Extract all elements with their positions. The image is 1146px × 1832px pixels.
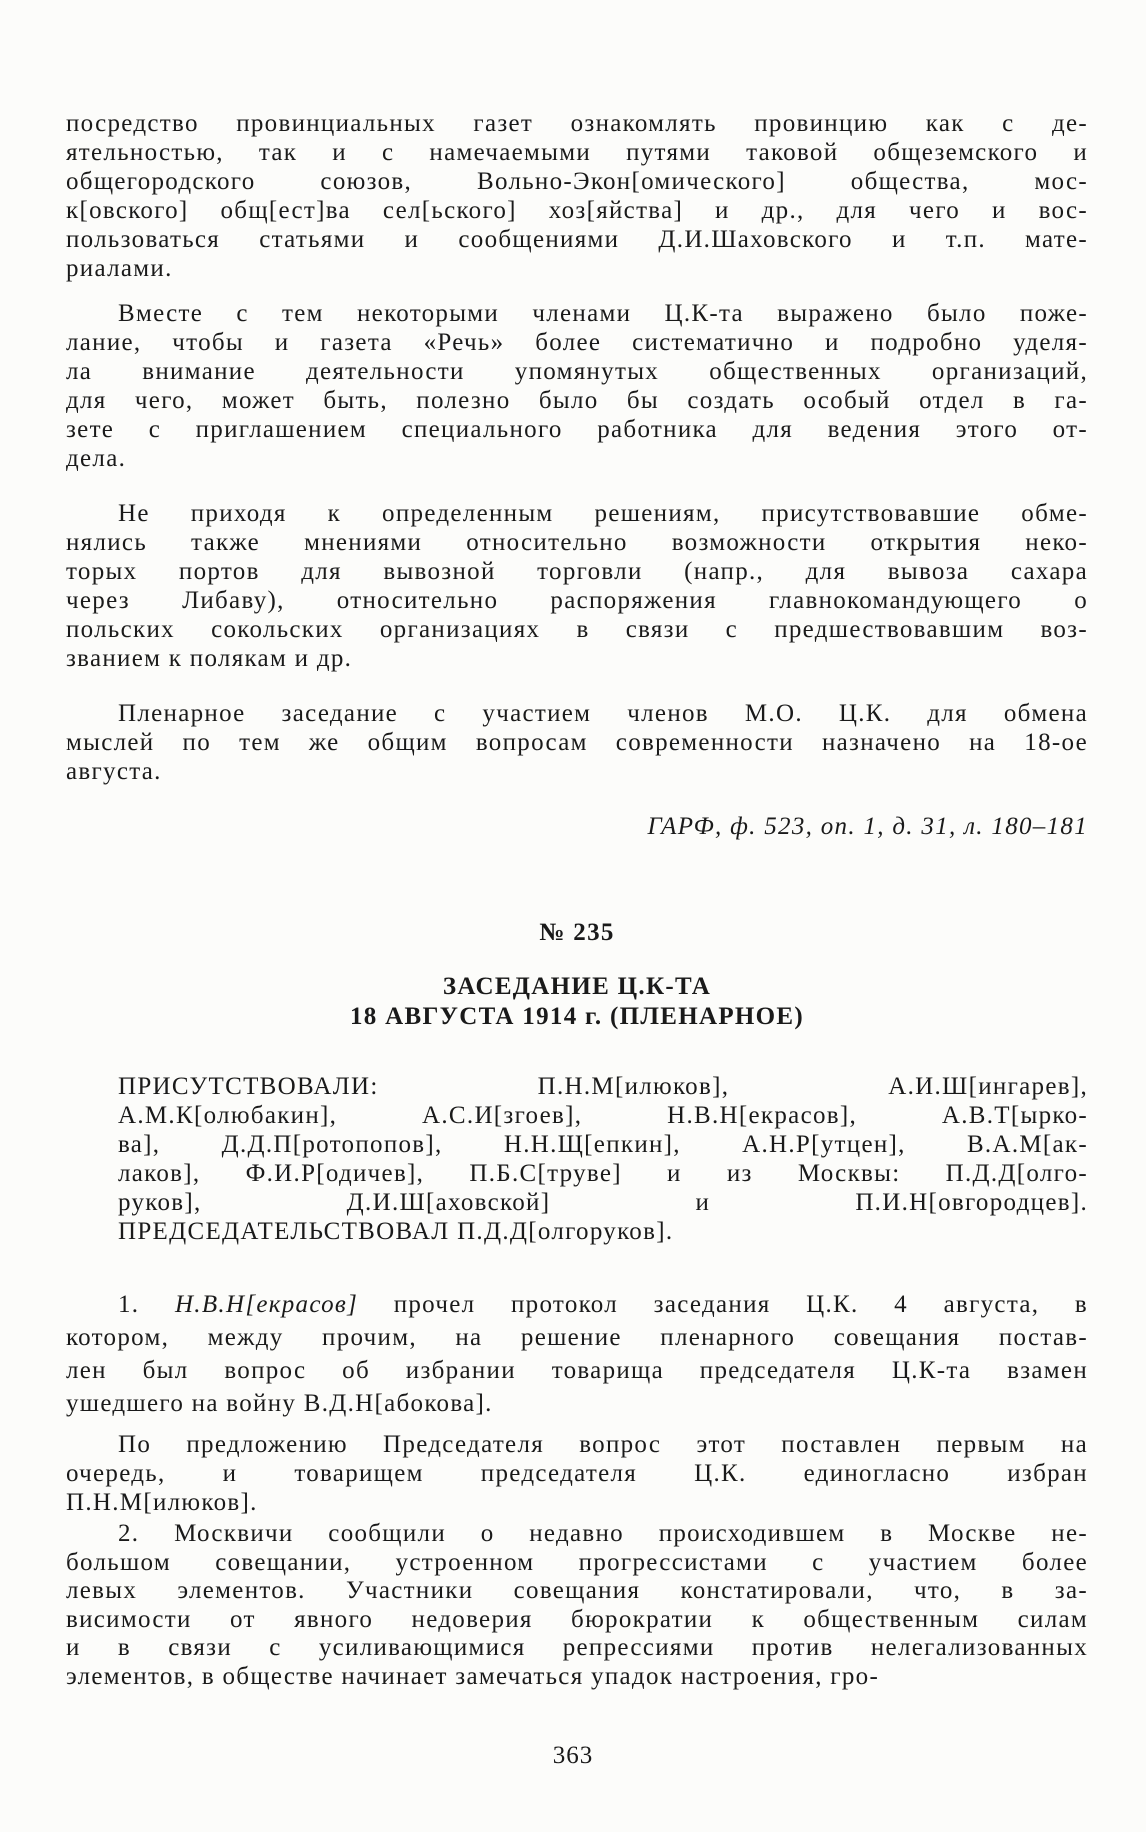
text-line: пользоваться статьями и сообщениями Д.И.Шаховского и т.п. мате- bbox=[66, 226, 1088, 253]
paragraph-attendees bbox=[66, 1072, 1088, 1246]
text-line: риалами. bbox=[66, 255, 173, 282]
text-line: к[овского] общ[ест]ва сел[ьского] хоз[яйства] и др., для чего и вос- bbox=[66, 197, 1088, 224]
paragraph-p3 bbox=[66, 499, 1088, 673]
text-line: элементов, в обществе начинает замечаться упадок настроения, гро- bbox=[66, 1662, 880, 1690]
text-line: августа. bbox=[66, 758, 162, 785]
text-line: ГАРФ, ф. 523, оп. 1, д. 31, л. 180–181 bbox=[647, 813, 1088, 840]
page-number: 363 bbox=[552, 1742, 594, 1769]
text-line: лаков], Ф.И.Р[одичев], П.Б.С[труве] и из Москвы: П.Д.Д[олго- bbox=[118, 1160, 1088, 1187]
text-line: мыслей по тем же общим вопросам современности назначено на 18-ое bbox=[66, 729, 1088, 756]
text-line: зете с приглашением специального работника для ведения этого от- bbox=[66, 416, 1088, 443]
paragraph-item1 bbox=[66, 1288, 1088, 1420]
text-line: торых портов для вывозной торговли (напр., для вывоза сахара bbox=[66, 558, 1088, 585]
paragraph-doc-title bbox=[66, 972, 1088, 1032]
text-line: ПРЕДСЕДАТЕЛЬСТВОВАЛ П.Д.Д[олгоруков]. bbox=[118, 1218, 674, 1245]
paragraph-citation bbox=[66, 812, 1088, 841]
text-line: П.Н.М[илюков]. bbox=[66, 1489, 258, 1516]
paragraph-doc-number bbox=[66, 918, 1088, 947]
text-line: висимости от явного недоверия бюрократии к общественным силам bbox=[66, 1605, 1088, 1633]
text-line: ятельностью, так и с намечаемыми путями таковой общеземского и bbox=[66, 139, 1088, 166]
text-line: левых элементов. Участники совещания констатировали, что, в за- bbox=[66, 1577, 1088, 1604]
text-line: и в связи с усиливающимися репрессиями против нелегализованных bbox=[66, 1634, 1088, 1661]
text-line: лен был вопрос об избрании товарища председателя Ц.К-та взамен bbox=[66, 1357, 1088, 1384]
text-line: ЗАСЕДАНИЕ Ц.К-ТА bbox=[442, 973, 712, 1000]
text-line: руков], Д.И.Ш[аховской] и П.И.Н[овгородцев]. bbox=[118, 1189, 1088, 1216]
italic-name: Н.В.Н[екрасов] bbox=[174, 1291, 359, 1318]
text-line: ва], Д.Д.П[ротопопов], Н.Н.Щ[епкин], А.Н.Р[утцен], В.А.М[ак- bbox=[118, 1131, 1088, 1158]
text-line: польских сокольских организациях в связи с предшествовавшим воз- bbox=[66, 616, 1088, 643]
text-line: Пленарное заседание с участием членов М.О. Ц.К. для обмена bbox=[118, 700, 1088, 727]
text-line: ушедшего на войну В.Д.Н[абокова]. bbox=[66, 1390, 493, 1417]
text-line: через Либаву), относительно распоряжения главнокомандующего о bbox=[66, 587, 1088, 614]
paragraph-p1 bbox=[66, 109, 1088, 283]
text-line: нялись также мнениями относительно возможности открытия неко- bbox=[66, 529, 1088, 556]
text-line: общегородского союзов, Вольно-Экон[омического] общества, мос- bbox=[66, 168, 1088, 195]
paragraph-item2 bbox=[66, 1520, 1088, 1691]
text-line: котором, между прочим, на решение пленарного совещания постав- bbox=[66, 1324, 1088, 1351]
paragraph-p2 bbox=[66, 299, 1088, 473]
text-segment: 1. bbox=[118, 1291, 175, 1318]
text-line: 2. Москвичи сообщили о недавно происходившем в Москве не- bbox=[118, 1520, 1088, 1547]
text-line: ла внимание деятельности упомянутых общественных организаций, bbox=[66, 358, 1088, 385]
text-line: А.М.К[олюбакин], А.С.И[згоев], Н.В.Н[екрасов], А.В.Т[ырко- bbox=[118, 1102, 1088, 1129]
text-line: очередь, и товарищем председателя Ц.К. единогласно избран bbox=[66, 1460, 1088, 1487]
text-line: По предложению Председателя вопрос этот поставлен первым на bbox=[118, 1431, 1088, 1458]
text-line bbox=[66, 1288, 1088, 1321]
text-line: 18 АВГУСТА 1914 г. (ПЛЕНАРНОЕ) bbox=[349, 1003, 805, 1030]
text-line: дела. bbox=[66, 445, 127, 472]
text-line: посредство провинциальных газет ознакомлять провинцию как с де- bbox=[66, 110, 1088, 137]
text-line: Не приходя к определенным решениям, присутствовавшие обме- bbox=[118, 500, 1088, 527]
text-segment: прочел протокол заседания Ц.К. 4 августа, в bbox=[358, 1291, 1088, 1318]
text-line: Вместе с тем некоторыми членами Ц.К-та выражено было поже- bbox=[118, 300, 1088, 327]
text-line: званием к полякам и др. bbox=[66, 645, 353, 672]
text-line: лание, чтобы и газета «Речь» более систематично и подробно уделя- bbox=[66, 329, 1088, 356]
text-line: для чего, может быть, полезно было бы создать особый отдел в га- bbox=[66, 387, 1088, 414]
text-line: ПРИСУТСТВОВАЛИ: П.Н.М[илюков], А.И.Ш[ингарев], bbox=[118, 1073, 1088, 1100]
paragraph-p5 bbox=[66, 1430, 1088, 1517]
text-line: № 235 bbox=[539, 919, 615, 946]
paragraph-p4 bbox=[66, 699, 1088, 786]
text-line: большом совещании, устроенном прогрессистами с участием более bbox=[66, 1548, 1088, 1576]
